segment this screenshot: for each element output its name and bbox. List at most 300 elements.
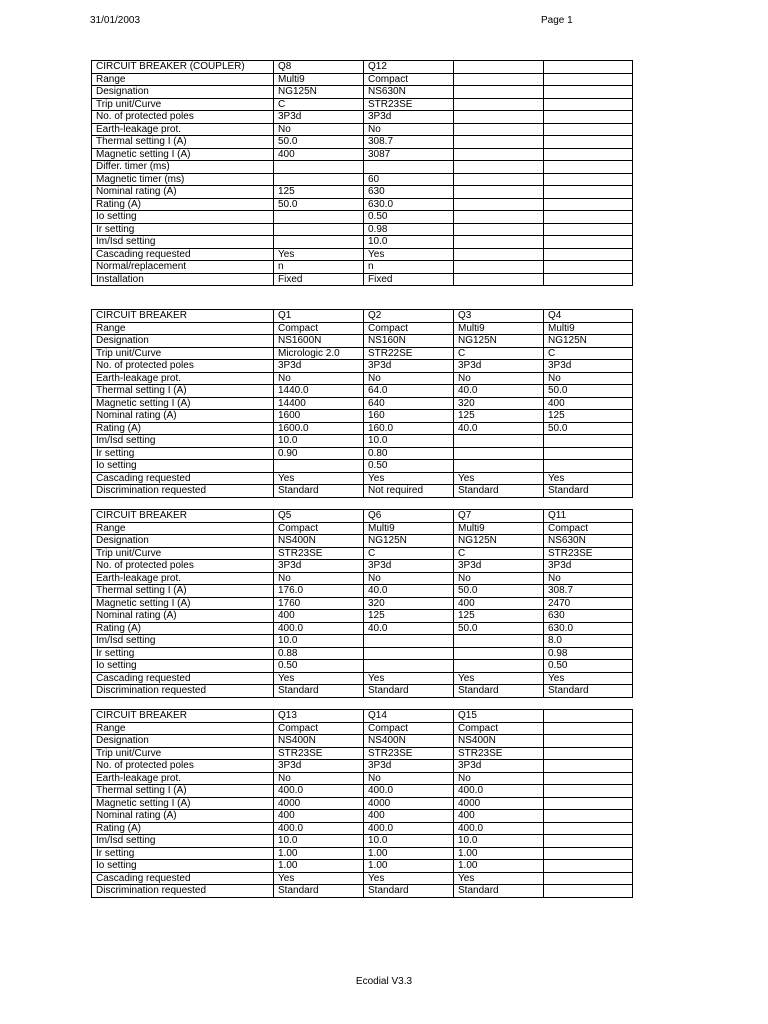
value-cell: Yes [364, 672, 454, 685]
value-cell: 60 [364, 173, 454, 186]
value-cell: 50.0 [454, 585, 544, 598]
value-cell: Standard [544, 485, 633, 498]
value-cell: 40.0 [454, 385, 544, 398]
value-cell: 4000 [454, 797, 544, 810]
value-cell: Q11 [544, 510, 633, 523]
table-row [92, 872, 633, 885]
value-cell: NS400N [364, 735, 454, 748]
value-cell: 400.0 [364, 822, 454, 835]
value-cell: 50.0 [454, 622, 544, 635]
row-label-cell: Thermal setting I (A) [92, 385, 274, 398]
value-cell: Fixed [274, 273, 364, 286]
value-cell [454, 123, 544, 136]
table-row [92, 622, 633, 635]
value-cell: NG125N [274, 86, 364, 99]
row-label-cell: Magnetic setting I (A) [92, 797, 274, 810]
table-row [92, 522, 633, 535]
row-label-cell: Magnetic timer (ms) [92, 173, 274, 186]
table-row [92, 785, 633, 798]
value-cell: 8.0 [544, 635, 633, 648]
value-cell [544, 98, 633, 111]
row-label-cell: Thermal setting I (A) [92, 785, 274, 798]
value-cell [454, 61, 544, 74]
row-label-cell: Nominal rating (A) [92, 186, 274, 199]
value-cell: Yes [544, 672, 633, 685]
table-row [92, 236, 633, 249]
value-cell: Yes [454, 472, 544, 485]
table-row [92, 535, 633, 548]
breaker-table-q1-q4 [91, 309, 632, 498]
value-cell: NS400N [274, 735, 364, 748]
value-cell: Yes [544, 472, 633, 485]
value-cell: Q6 [364, 510, 454, 523]
value-cell [454, 198, 544, 211]
table-row [92, 472, 633, 485]
table-row [92, 672, 633, 685]
value-cell: Q15 [454, 710, 544, 723]
value-cell: Fixed [364, 273, 454, 286]
value-cell: Standard [454, 485, 544, 498]
value-cell: 3P3d [274, 111, 364, 124]
value-cell [544, 722, 633, 735]
row-label-cell: CIRCUIT BREAKER (COUPLER) [92, 61, 274, 74]
row-label-cell: Earth-leakage prot. [92, 572, 274, 585]
value-cell [544, 460, 633, 473]
table-row [92, 810, 633, 823]
value-cell: 1.00 [274, 847, 364, 860]
table-row [92, 273, 633, 286]
value-cell: Not required [364, 485, 454, 498]
value-cell: 3P3d [454, 560, 544, 573]
value-cell: No [274, 372, 364, 385]
table-row [92, 261, 633, 274]
table-row [92, 385, 633, 398]
value-cell: 125 [364, 610, 454, 623]
value-cell: 400 [454, 810, 544, 823]
table-row [92, 173, 633, 186]
value-cell [454, 635, 544, 648]
value-cell: 0.50 [544, 660, 633, 673]
value-cell [364, 660, 454, 673]
table-row [92, 248, 633, 261]
value-cell [544, 111, 633, 124]
value-cell [544, 810, 633, 823]
value-cell: 40.0 [364, 585, 454, 598]
value-cell [544, 223, 633, 236]
value-cell: 3P3d [454, 360, 544, 373]
value-cell [544, 435, 633, 448]
value-cell: n [364, 261, 454, 274]
row-label-cell: Earth-leakage prot. [92, 123, 274, 136]
value-cell [454, 86, 544, 99]
value-cell: Q8 [274, 61, 364, 74]
table-row [92, 647, 633, 660]
value-cell: 3P3d [364, 360, 454, 373]
row-label-cell: No. of protected poles [92, 360, 274, 373]
breaker-data-grid [91, 309, 633, 498]
row-label-cell: Designation [92, 86, 274, 99]
row-label-cell: No. of protected poles [92, 760, 274, 773]
value-cell: No [274, 572, 364, 585]
value-cell: STR23SE [454, 747, 544, 760]
value-cell [544, 760, 633, 773]
table-row [92, 722, 633, 735]
row-label-cell: Im/Isd setting [92, 435, 274, 448]
row-label-cell: Discrimination requested [92, 685, 274, 698]
value-cell [544, 447, 633, 460]
value-cell [544, 161, 633, 174]
value-cell: Yes [454, 672, 544, 685]
row-label-cell: Im/Isd setting [92, 236, 274, 249]
table-row [92, 447, 633, 460]
value-cell: Q12 [364, 61, 454, 74]
value-cell: 630.0 [364, 198, 454, 211]
value-cell [544, 61, 633, 74]
row-label-cell: Cascading requested [92, 472, 274, 485]
row-label-cell: No. of protected poles [92, 111, 274, 124]
value-cell: 160 [364, 410, 454, 423]
value-cell: Q2 [364, 310, 454, 323]
value-cell: No [364, 123, 454, 136]
value-cell: 400 [544, 397, 633, 410]
value-cell: Compact [364, 73, 454, 86]
value-cell: NS160N [364, 335, 454, 348]
value-cell [454, 186, 544, 199]
value-cell: 3P3d [364, 760, 454, 773]
value-cell [454, 261, 544, 274]
table-row [92, 186, 633, 199]
value-cell: NS400N [274, 535, 364, 548]
row-label-cell: Range [92, 73, 274, 86]
row-label-cell: No. of protected poles [92, 560, 274, 573]
value-cell [454, 660, 544, 673]
value-cell: 1.00 [364, 860, 454, 873]
breaker-table-q5-q11 [91, 509, 632, 698]
table-row [92, 86, 633, 99]
value-cell [544, 822, 633, 835]
value-cell: 3P3d [364, 560, 454, 573]
value-cell: No [274, 123, 364, 136]
value-cell: 10.0 [364, 236, 454, 249]
value-cell: 1760 [274, 597, 364, 610]
row-label-cell: Installation [92, 273, 274, 286]
value-cell [274, 173, 364, 186]
value-cell [364, 647, 454, 660]
breaker-data-grid [91, 509, 633, 698]
value-cell: 4000 [274, 797, 364, 810]
value-cell [544, 148, 633, 161]
row-label-cell: Magnetic setting I (A) [92, 397, 274, 410]
value-cell: C [454, 547, 544, 560]
value-cell: 125 [454, 410, 544, 423]
value-cell: Standard [274, 685, 364, 698]
value-cell: 308.7 [364, 136, 454, 149]
row-label-cell: Range [92, 522, 274, 535]
value-cell: 0.98 [544, 647, 633, 660]
row-label-cell: CIRCUIT BREAKER [92, 710, 274, 723]
value-cell [544, 211, 633, 224]
value-cell: 10.0 [364, 435, 454, 448]
table-row [92, 560, 633, 573]
row-label-cell: Magnetic setting I (A) [92, 597, 274, 610]
coupler-breaker-table [91, 60, 632, 286]
value-cell: 1.00 [454, 847, 544, 860]
row-label-cell: Im/Isd setting [92, 835, 274, 848]
value-cell: Compact [274, 522, 364, 535]
row-label-cell: Nominal rating (A) [92, 810, 274, 823]
value-cell: 3P3d [544, 360, 633, 373]
table-row [92, 585, 633, 598]
table-row [92, 347, 633, 360]
value-cell: 320 [364, 597, 454, 610]
breaker-data-grid [91, 60, 633, 286]
table-row [92, 360, 633, 373]
value-cell [544, 273, 633, 286]
row-label-cell: Range [92, 322, 274, 335]
value-cell: Q7 [454, 510, 544, 523]
row-label-cell: Rating (A) [92, 422, 274, 435]
value-cell: 400.0 [364, 785, 454, 798]
value-cell: 64.0 [364, 385, 454, 398]
row-label-cell: Designation [92, 535, 274, 548]
row-label-cell: Ir setting [92, 223, 274, 236]
row-label-cell: Trip unit/Curve [92, 347, 274, 360]
value-cell [454, 161, 544, 174]
value-cell [454, 173, 544, 186]
value-cell: No [454, 372, 544, 385]
value-cell: 0.50 [364, 460, 454, 473]
value-cell: 400.0 [454, 822, 544, 835]
value-cell: 0.50 [364, 211, 454, 224]
value-cell: 1600.0 [274, 422, 364, 435]
table-row [92, 73, 633, 86]
value-cell: Q1 [274, 310, 364, 323]
value-cell: 400 [274, 810, 364, 823]
value-cell: Standard [364, 885, 454, 898]
value-cell [544, 772, 633, 785]
value-cell: C [454, 347, 544, 360]
value-cell: 0.88 [274, 647, 364, 660]
value-cell: STR23SE [544, 547, 633, 560]
value-cell: Compact [274, 722, 364, 735]
row-label-cell: Io setting [92, 860, 274, 873]
table-row [92, 111, 633, 124]
table-header-row [92, 310, 633, 323]
value-cell: 10.0 [274, 635, 364, 648]
value-cell: NS630N [364, 86, 454, 99]
value-cell: No [454, 772, 544, 785]
table-row [92, 735, 633, 748]
value-cell: Standard [274, 485, 364, 498]
value-cell: NG125N [544, 335, 633, 348]
row-label-cell: Cascading requested [92, 672, 274, 685]
value-cell: 630.0 [544, 622, 633, 635]
value-cell: Yes [364, 472, 454, 485]
table-row [92, 860, 633, 873]
value-cell: 40.0 [454, 422, 544, 435]
value-cell: Yes [274, 248, 364, 261]
row-label-cell: Earth-leakage prot. [92, 772, 274, 785]
value-cell: STR22SE [364, 347, 454, 360]
value-cell: 400 [274, 148, 364, 161]
value-cell [454, 236, 544, 249]
table-row [92, 98, 633, 111]
value-cell: 630 [364, 186, 454, 199]
value-cell: 0.80 [364, 447, 454, 460]
value-cell [454, 435, 544, 448]
value-cell: C [544, 347, 633, 360]
value-cell [544, 136, 633, 149]
value-cell: 308.7 [544, 585, 633, 598]
value-cell: NS630N [544, 535, 633, 548]
table-row [92, 397, 633, 410]
value-cell [544, 198, 633, 211]
value-cell [544, 710, 633, 723]
value-cell: NS1600N [274, 335, 364, 348]
value-cell: 0.50 [274, 660, 364, 673]
value-cell: Standard [274, 885, 364, 898]
value-cell: 160.0 [364, 422, 454, 435]
breaker-table-q13-q15 [91, 709, 632, 898]
value-cell: 125 [544, 410, 633, 423]
row-label-cell: Im/Isd setting [92, 635, 274, 648]
row-label-cell: Rating (A) [92, 622, 274, 635]
row-label-cell: Nominal rating (A) [92, 410, 274, 423]
value-cell [454, 73, 544, 86]
row-label-cell: Ir setting [92, 847, 274, 860]
row-label-cell: Differ. timer (ms) [92, 161, 274, 174]
value-cell: STR23SE [364, 747, 454, 760]
table-row [92, 685, 633, 698]
value-cell: Q13 [274, 710, 364, 723]
value-cell: 3P3d [364, 111, 454, 124]
value-cell [454, 223, 544, 236]
value-cell: Q5 [274, 510, 364, 523]
value-cell: 400 [274, 610, 364, 623]
value-cell [544, 885, 633, 898]
value-cell [454, 136, 544, 149]
value-cell: No [454, 572, 544, 585]
value-cell: Multi9 [454, 522, 544, 535]
row-label-cell: CIRCUIT BREAKER [92, 510, 274, 523]
row-label-cell: Io setting [92, 660, 274, 673]
value-cell [454, 248, 544, 261]
table-row [92, 547, 633, 560]
value-cell: Yes [274, 672, 364, 685]
table-row [92, 223, 633, 236]
value-cell: Multi9 [364, 522, 454, 535]
table-row [92, 822, 633, 835]
value-cell: 400 [364, 810, 454, 823]
row-label-cell: Rating (A) [92, 822, 274, 835]
value-cell: 2470 [544, 597, 633, 610]
value-cell: No [544, 372, 633, 385]
value-cell: Compact [544, 522, 633, 535]
value-cell: Q3 [454, 310, 544, 323]
value-cell: 3087 [364, 148, 454, 161]
value-cell [544, 236, 633, 249]
value-cell: Multi9 [274, 73, 364, 86]
value-cell: Standard [454, 885, 544, 898]
value-cell: Micrologic 2.0 [274, 347, 364, 360]
table-row [92, 885, 633, 898]
table-row [92, 410, 633, 423]
row-label-cell: Trip unit/Curve [92, 747, 274, 760]
print-date: 31/01/2003 [90, 15, 141, 26]
value-cell: NG125N [364, 535, 454, 548]
row-label-cell: Nominal rating (A) [92, 610, 274, 623]
value-cell: STR23SE [364, 98, 454, 111]
value-cell: 10.0 [274, 835, 364, 848]
table-row [92, 372, 633, 385]
value-cell [544, 747, 633, 760]
table-header-row [92, 710, 633, 723]
table-row [92, 635, 633, 648]
value-cell [544, 797, 633, 810]
value-cell [454, 460, 544, 473]
row-label-cell: Thermal setting I (A) [92, 136, 274, 149]
value-cell: 1440.0 [274, 385, 364, 398]
value-cell: Compact [364, 322, 454, 335]
value-cell: Multi9 [544, 322, 633, 335]
value-cell [544, 872, 633, 885]
value-cell: 0.98 [364, 223, 454, 236]
table-row [92, 572, 633, 585]
row-label-cell: Range [92, 722, 274, 735]
value-cell [454, 98, 544, 111]
value-cell: 1.00 [364, 847, 454, 860]
value-cell: Q4 [544, 310, 633, 323]
value-cell: 3P3d [544, 560, 633, 573]
row-label-cell: Designation [92, 735, 274, 748]
table-header-row [92, 510, 633, 523]
value-cell [544, 735, 633, 748]
page-number: Page 1 [541, 15, 573, 26]
table-row [92, 211, 633, 224]
value-cell [274, 211, 364, 224]
value-cell: 630 [544, 610, 633, 623]
table-row [92, 136, 633, 149]
value-cell: NG125N [454, 535, 544, 548]
value-cell: Multi9 [454, 322, 544, 335]
table-row [92, 322, 633, 335]
row-label-cell: Trip unit/Curve [92, 547, 274, 560]
table-row [92, 772, 633, 785]
value-cell: Yes [364, 872, 454, 885]
value-cell [544, 73, 633, 86]
value-cell [274, 161, 364, 174]
value-cell: 40.0 [364, 622, 454, 635]
value-cell [364, 635, 454, 648]
value-cell: 125 [454, 610, 544, 623]
table-header-row [92, 61, 633, 74]
value-cell: 3P3d [274, 560, 364, 573]
row-label-cell: Normal/replacement [92, 261, 274, 274]
row-label-cell: Io setting [92, 211, 274, 224]
value-cell: NS400N [454, 735, 544, 748]
table-row [92, 198, 633, 211]
value-cell: C [364, 547, 454, 560]
value-cell: Yes [364, 248, 454, 261]
value-cell [364, 161, 454, 174]
value-cell: Compact [274, 322, 364, 335]
row-label-cell: Ir setting [92, 447, 274, 460]
value-cell: 176.0 [274, 585, 364, 598]
value-cell: 3P3d [274, 360, 364, 373]
table-row [92, 485, 633, 498]
value-cell [454, 111, 544, 124]
value-cell [454, 447, 544, 460]
